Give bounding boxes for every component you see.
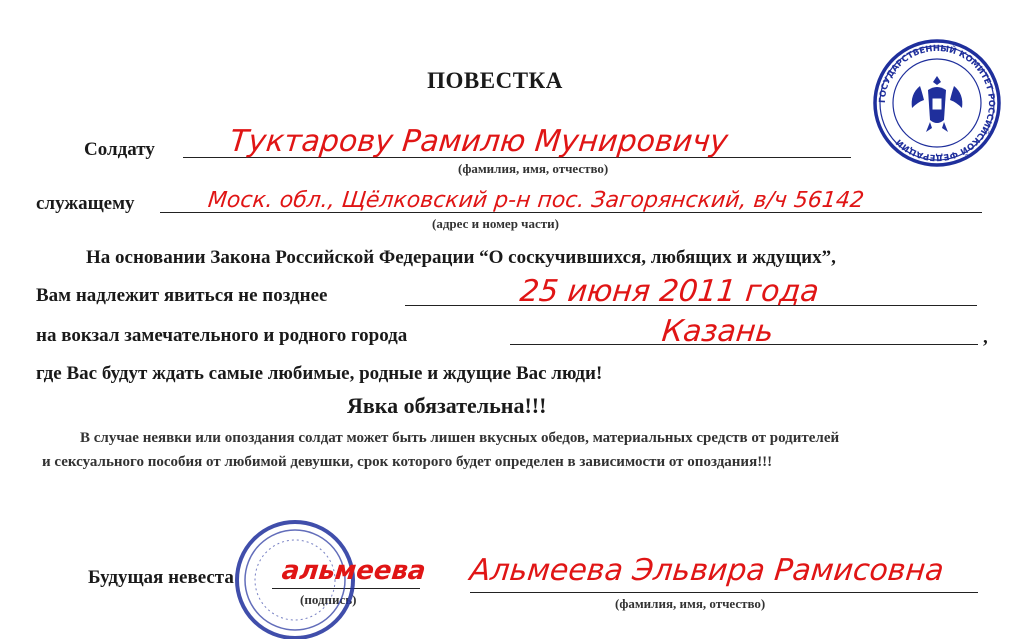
- station-label: на вокзал замечательного и родного города: [36, 325, 408, 346]
- bride-signature: альмеева: [280, 556, 428, 586]
- station-handwritten: Казань: [660, 314, 776, 349]
- station-comma: ,: [983, 327, 988, 348]
- note-line-1: В случае неявки или опоздания солдат может быть лишен вкусных обедов, материальных средств от родителей: [80, 430, 840, 446]
- seal-ring-text: ГОСУДАРСТВЕННЫЙ КОМИТЕТ РОССИЙСКОЙ ФЕДЕРАЦИИ: [877, 43, 997, 163]
- deadline-label: Вам надлежит явиться не позднее: [36, 285, 328, 306]
- unit-caption: (адрес и номер части): [432, 216, 559, 231]
- soldier-label: Солдату: [84, 139, 155, 160]
- signature-line: [272, 588, 420, 589]
- unit-label: служащему: [36, 193, 135, 214]
- official-seal: [862, 38, 1012, 168]
- bride-name-line: [470, 592, 978, 593]
- mandatory-text: Явка обязательна!!!: [347, 393, 547, 418]
- bride-name-handwritten: Альмеева Эльвира Рамисовна: [468, 553, 946, 588]
- soldier-name-handwritten: Туктарову Рамилю Мунировичу: [228, 124, 730, 159]
- name-caption: (фамилия, имя, отчество): [615, 596, 766, 611]
- signature-caption: (подпись): [300, 592, 357, 607]
- law-text: На основании Закона Российской Федерации “О соскучившихся, любящих и ждущих”,: [86, 247, 836, 268]
- deadline-handwritten: 25 июня 2011 года: [518, 274, 821, 309]
- unit-address-handwritten: Моск. обл., Щёлковский р-н пос. Загорянский, в/ч 56142: [206, 188, 866, 213]
- note-line-2: и сексуального пособия от любимой девушки, срок которого будет определен в зависимости от опоздания!!!: [42, 454, 773, 470]
- bride-label: Будущая невеста: [88, 567, 234, 588]
- document-title: ПОВЕСТКА: [427, 68, 563, 93]
- waiting-text: где Вас будут ждать самые любимые, родные и ждущие Вас люди!: [36, 363, 603, 384]
- soldier-caption: (фамилия, имя, отчество): [458, 161, 609, 176]
